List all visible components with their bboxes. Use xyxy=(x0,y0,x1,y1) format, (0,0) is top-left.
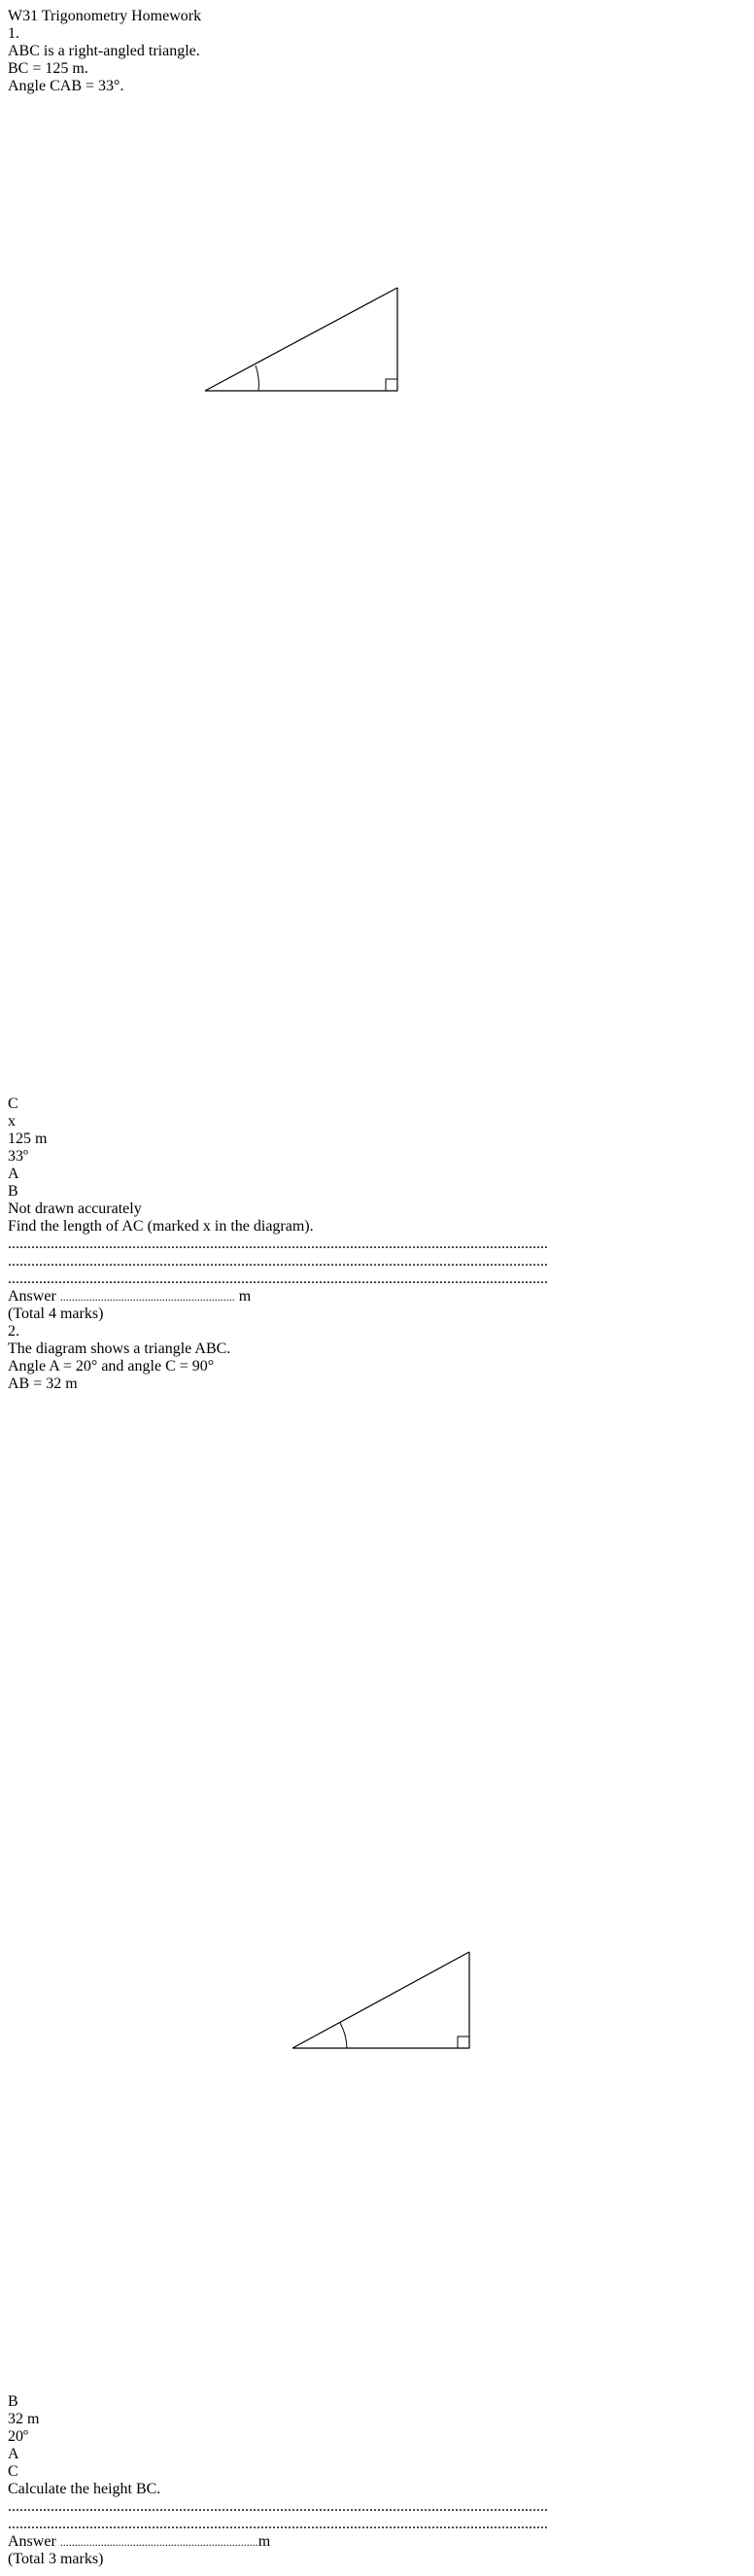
line-text: = 90° xyxy=(175,1358,215,1375)
answer-label: Answer xyxy=(8,1288,56,1305)
total-marks-2: (Total 3 marks) xyxy=(8,2551,104,2567)
line-text: Angle xyxy=(8,1358,50,1375)
label-c: C xyxy=(8,2463,18,2480)
line-text: in the diagram). xyxy=(210,1218,314,1235)
question-2-number: 2. xyxy=(8,1323,19,1340)
label-a: A xyxy=(8,1166,19,1182)
var-bc: BC xyxy=(135,2481,157,2497)
line-text: Find the length of xyxy=(8,1218,122,1235)
line-text: = 125 m. xyxy=(28,60,88,77)
triangle-abc-2 xyxy=(292,1952,469,2048)
answer-unit: m xyxy=(257,2533,271,2550)
question-2-diagram xyxy=(8,1393,754,2388)
answer-label: Answer xyxy=(8,2533,56,2550)
line-text: is a right-angled triangle. xyxy=(39,43,200,59)
var-c: C xyxy=(165,1358,176,1375)
total-marks-1: (Total 4 marks) xyxy=(8,1305,104,1322)
answer-unit: m xyxy=(238,1288,252,1305)
var-abc: ABC xyxy=(8,43,40,59)
var-cab: CAB xyxy=(50,78,83,94)
line-text: = 33°. xyxy=(82,78,124,94)
right-angle-marker xyxy=(386,379,397,391)
angle-label-33: 33º xyxy=(8,1148,28,1165)
answer-row-1 xyxy=(8,1288,746,1305)
var-x: x xyxy=(202,1218,211,1235)
var-ab: AB xyxy=(8,1375,30,1392)
question-2-line-2 xyxy=(8,1358,746,1375)
var-bc: BC xyxy=(8,60,29,77)
question-1-line-3 xyxy=(8,78,746,95)
right-angle-marker xyxy=(458,2036,469,2048)
label-x: x xyxy=(8,1113,16,1130)
line-text: Angle xyxy=(8,78,51,94)
angle-label-20: 20º xyxy=(8,2428,28,2445)
answer-line-2[interactable]: ........................................................................................................................................... xyxy=(8,2516,548,2532)
label-b: B xyxy=(8,1183,18,1200)
var-abc: ABC xyxy=(194,1340,227,1357)
line-text: Calculate the height xyxy=(8,2481,136,2497)
var-a: A xyxy=(49,1358,59,1375)
angle-arc xyxy=(256,366,258,391)
angle-arc xyxy=(340,2023,347,2048)
answer-field[interactable]: .................................................................... xyxy=(59,2535,258,2549)
line-text: . xyxy=(156,2481,161,2497)
line-text: . xyxy=(226,1340,231,1357)
line-text: = 32 m xyxy=(29,1375,78,1392)
side-label-125m: 125 m xyxy=(8,1131,48,1147)
line-text: The diagram shows a triangle xyxy=(8,1340,195,1357)
question-1-line-1 xyxy=(8,43,746,60)
var-ac: AC xyxy=(121,1218,144,1235)
question-1-prompt xyxy=(8,1218,746,1236)
answer-line-1[interactable]: ........................................................................................................................................... xyxy=(8,1236,548,1252)
question-2-line-1 xyxy=(8,1340,746,1358)
question-1-diagram xyxy=(8,95,754,1091)
question-2-line-3 xyxy=(8,1375,746,1393)
answer-line-1[interactable]: ........................................................................................................................................... xyxy=(8,2498,548,2515)
answer-field[interactable]: ............................................................ xyxy=(59,1290,235,1304)
question-1-line-2 xyxy=(8,60,746,78)
answer-line-3[interactable]: ........................................................................................................................................... xyxy=(8,1271,548,1287)
question-2-prompt xyxy=(8,2481,746,2498)
question-1-number: 1. xyxy=(8,25,19,42)
line-text: = 20° and angle xyxy=(58,1358,166,1375)
hyp-label-32m: 32 m xyxy=(8,2411,40,2427)
page-title: W31 Trigonometry Homework xyxy=(8,8,202,24)
answer-line-2[interactable]: ........................................................................................................................................... xyxy=(8,1253,548,1270)
not-drawn-accurately-note: Not drawn accurately xyxy=(8,1201,142,1217)
label-a: A xyxy=(8,2446,19,2462)
triangle-abc-1 xyxy=(205,288,397,391)
answer-row-2 xyxy=(8,2533,746,2551)
label-c: C xyxy=(8,1096,18,1112)
line-text: (marked xyxy=(143,1218,203,1235)
label-b: B xyxy=(8,2393,18,2410)
